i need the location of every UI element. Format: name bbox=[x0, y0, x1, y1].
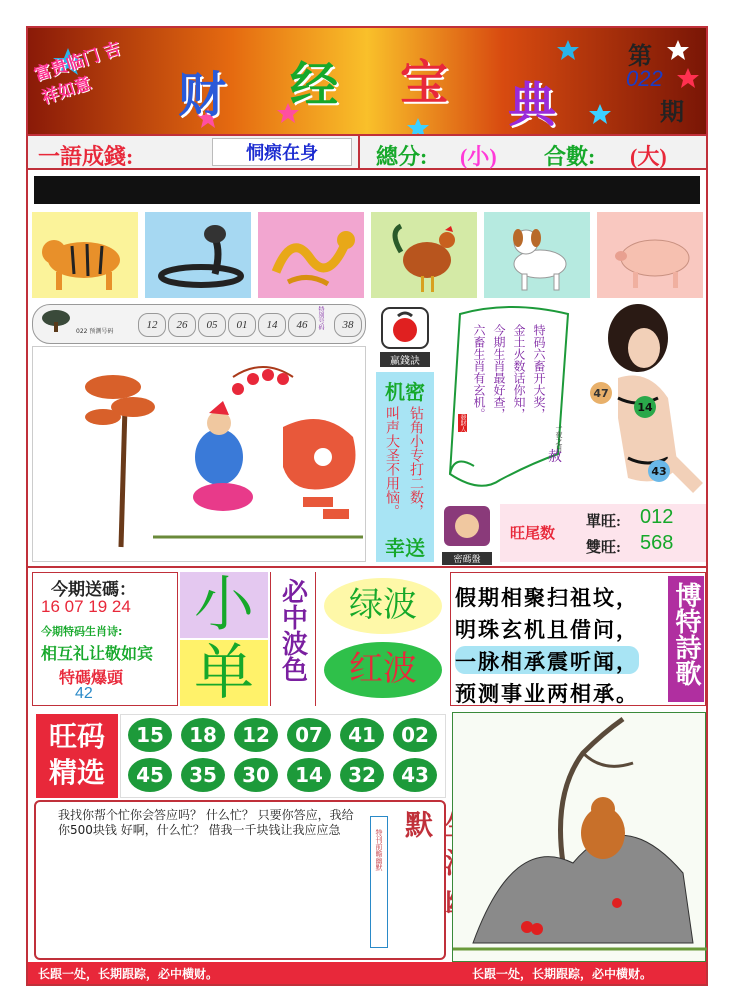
section-divider bbox=[28, 566, 706, 568]
banner-title-4: 典 bbox=[508, 79, 557, 132]
pills-special-label: 特别号码 bbox=[317, 306, 324, 330]
scroll-col: 今期生肖最好查， bbox=[492, 324, 506, 420]
scroll-col: 六畜生肖有玄机。 bbox=[472, 324, 486, 420]
model-photo bbox=[588, 298, 706, 500]
animal-rooster bbox=[371, 212, 477, 298]
xingsong-label: 幸送 bbox=[385, 538, 425, 560]
left-info bbox=[32, 572, 178, 706]
joke-box bbox=[34, 800, 446, 960]
scroll-stamp: 發財人 bbox=[459, 414, 466, 432]
banner bbox=[28, 28, 706, 134]
money-bag-icon bbox=[376, 304, 434, 352]
send-title: 今期送碼： bbox=[51, 580, 136, 599]
hot-ball: 07 bbox=[287, 718, 331, 752]
hot-ball: 35 bbox=[181, 758, 225, 792]
issue-number: 022 bbox=[626, 66, 663, 91]
send-numbers: 16 07 19 24 bbox=[41, 597, 131, 616]
xiao-char: 小 bbox=[194, 572, 254, 638]
snake-icon bbox=[145, 212, 251, 298]
hot-ball: 02 bbox=[393, 718, 437, 752]
tiger-icon bbox=[32, 212, 138, 298]
tail-label: 旺尾数 bbox=[510, 526, 556, 542]
hand-icon bbox=[442, 504, 492, 548]
issue-prefix: 第 bbox=[628, 44, 652, 70]
pill-number: 14 bbox=[258, 313, 286, 337]
poem-line: 预测事业两相承。 bbox=[455, 682, 639, 706]
model-ball: 14 bbox=[634, 396, 656, 418]
cartoon-panel bbox=[32, 346, 366, 562]
model-ball: 43 bbox=[648, 460, 670, 482]
hot-label: 旺码精选 bbox=[48, 722, 105, 789]
banner-title-1: 财 bbox=[178, 69, 227, 122]
joke-stamp-box bbox=[370, 816, 388, 948]
bizhong-text: 必中波色 bbox=[278, 578, 308, 682]
scroll-end: 赦 bbox=[548, 450, 562, 465]
hot-ball: 14 bbox=[287, 758, 331, 792]
red-wave: 红波 bbox=[324, 642, 442, 698]
landscape-painting bbox=[452, 712, 706, 962]
animal-snake bbox=[145, 212, 251, 298]
dragon-icon bbox=[258, 212, 364, 298]
row1-divider bbox=[358, 136, 360, 168]
animal-dog bbox=[484, 212, 590, 298]
poem-line: 一脉相承震听闻， bbox=[455, 646, 639, 674]
footer-bar bbox=[28, 962, 706, 984]
hot-ball: 18 bbox=[181, 718, 225, 752]
dan-char: 单 bbox=[194, 640, 254, 706]
issue-suffix: 期 bbox=[660, 100, 684, 126]
poem-side-title: 博特詩歌 bbox=[672, 582, 701, 686]
win-label: 赢錢訣 bbox=[380, 352, 430, 367]
pig-icon bbox=[597, 212, 703, 298]
dan-box bbox=[180, 640, 268, 706]
poem-value: 相互礼让敬如宾 bbox=[41, 646, 154, 663]
poem-label: 今期特码生肖诗: bbox=[41, 625, 123, 638]
pill-number: 46 bbox=[288, 313, 316, 337]
motto-row bbox=[28, 134, 706, 170]
motto-value: 恫瘝在身 bbox=[212, 138, 352, 166]
hot-ball: 15 bbox=[128, 718, 172, 752]
animal-dragon bbox=[258, 212, 364, 298]
landscape-image bbox=[453, 713, 707, 963]
animal-tiger bbox=[32, 212, 138, 298]
poem-line: 假期相聚扫祖坟， bbox=[455, 586, 639, 610]
green-wave: 绿波 bbox=[324, 578, 442, 634]
jimi-col2: 钻角小专打二数， bbox=[408, 406, 424, 518]
double-label: 雙旺: bbox=[586, 540, 621, 556]
jimi-title: 机密 bbox=[385, 382, 425, 404]
scroll-col: 金土火数话你知， bbox=[512, 324, 526, 420]
pill-number: 01 bbox=[228, 313, 256, 337]
banner-slogan: 富贵临门 吉祥如意 bbox=[31, 38, 123, 108]
banner-title-3: 宝 bbox=[400, 57, 449, 110]
pill-number: 05 bbox=[198, 313, 226, 337]
poem-line: 明珠玄机且借问， bbox=[455, 618, 639, 642]
jimi-col1: 叫声大圣不用恼。 bbox=[384, 406, 400, 518]
joke-stamp: 特刊前瞻幽默 bbox=[375, 829, 383, 871]
tree-icon bbox=[40, 308, 72, 332]
poem-scroll bbox=[440, 304, 590, 500]
total-label: 總分: bbox=[376, 144, 428, 169]
hot-ball: 30 bbox=[234, 758, 278, 792]
rooster-icon bbox=[371, 212, 477, 298]
jimi-panel bbox=[376, 372, 434, 562]
tail-panel bbox=[500, 504, 706, 562]
footer-left: 长跟一处，长期跟踪，必中横财。 bbox=[38, 967, 219, 981]
scroll-col: 特码六畜开大奖， bbox=[532, 324, 546, 420]
sum-value: (大) bbox=[630, 144, 667, 169]
cartoon-image bbox=[33, 347, 367, 563]
burst-label: 特碼爆頭 bbox=[59, 670, 124, 687]
poem-side bbox=[668, 576, 704, 702]
motto-label: 一語成錢: bbox=[38, 144, 134, 169]
xiao-box bbox=[180, 572, 268, 638]
banner-title-2: 经 bbox=[290, 59, 339, 112]
mima-stamp bbox=[442, 504, 492, 565]
animal-pig bbox=[597, 212, 703, 298]
hot-ball: 32 bbox=[340, 758, 384, 792]
hot-ball: 45 bbox=[128, 758, 172, 792]
joke-title: 默 bbox=[401, 810, 432, 848]
total-value: (小) bbox=[460, 144, 497, 169]
footer-right: 长跟一处，长期跟踪，必中横财。 bbox=[472, 967, 653, 981]
scroll-side: 一夜之日 bbox=[555, 424, 563, 452]
double-value: 568 bbox=[640, 532, 674, 554]
model-ball: 47 bbox=[590, 382, 612, 404]
dog-icon bbox=[484, 212, 590, 298]
win-stamp bbox=[376, 304, 434, 368]
hot-label-box bbox=[36, 714, 118, 798]
pills-caption: 022 预测号码 bbox=[76, 328, 114, 335]
single-label: 單旺: bbox=[586, 514, 621, 530]
single-value: 012 bbox=[640, 506, 674, 528]
hot-ball: 43 bbox=[393, 758, 437, 792]
pill-special: 38 bbox=[334, 313, 362, 337]
wave-box bbox=[318, 572, 448, 706]
black-bar bbox=[34, 176, 700, 204]
joke-text: 我找你帮个忙你会答应吗？ 什么忙？ 只要你答应，我给你500块钱 好啊，什么忙？ 借我一千块钱让我应应急 bbox=[58, 808, 354, 837]
mima-label: 密碼盤 bbox=[442, 552, 492, 565]
burst-value: 42 bbox=[75, 685, 93, 702]
bizhong-box bbox=[270, 572, 316, 706]
pill-number: 26 bbox=[168, 313, 196, 337]
pill-number: 12 bbox=[138, 313, 166, 337]
hot-ball: 12 bbox=[234, 718, 278, 752]
hot-ball: 41 bbox=[340, 718, 384, 752]
sum-label: 合數: bbox=[544, 144, 596, 169]
